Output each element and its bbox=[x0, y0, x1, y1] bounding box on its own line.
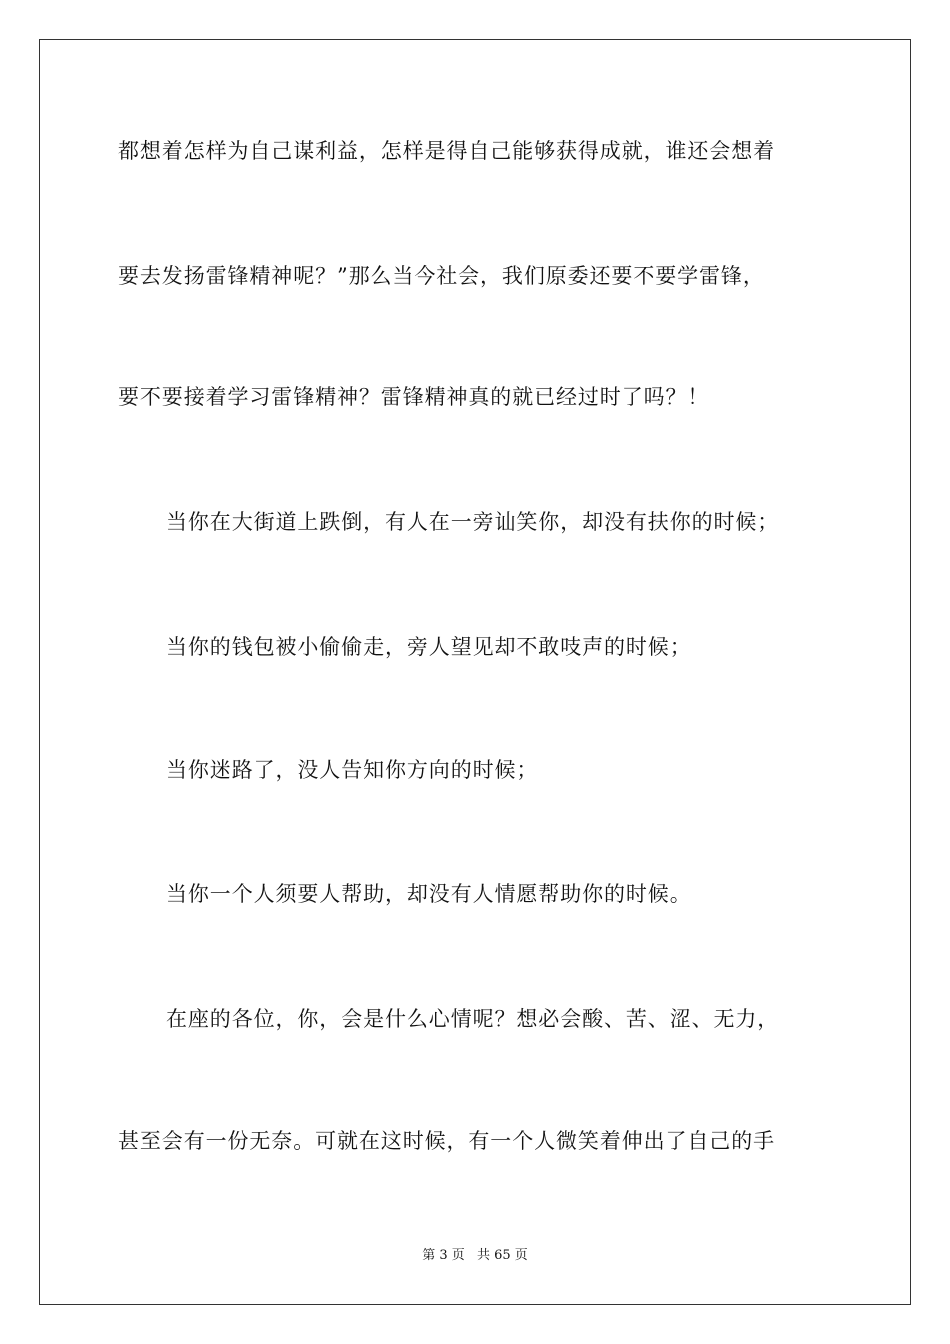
body-line-1: 都想着怎样为自己谋利益，怎样是得自己能够获得成就，谁还会想着 bbox=[118, 139, 775, 163]
body-line-6: 当你迷路了，没人告知你方向的时候； bbox=[166, 758, 539, 782]
body-line-9: 甚至会有一份无奈。可就在这时候，有一个人微笑着伸出了自己的手 bbox=[118, 1129, 775, 1153]
body-line-5: 当你的钱包被小偷偷走，旁人望见却不敢吱声的时候； bbox=[166, 635, 692, 659]
body-line-8: 在座的各位，你，会是什么心情呢？想必会酸、苦、涩、无力， bbox=[166, 1007, 780, 1031]
body-line-7: 当你一个人须要人帮助，却没有人情愿帮助你的时候。 bbox=[166, 882, 692, 906]
body-line-3: 要不要接着学习雷锋精神？雷锋精神真的就已经过时了吗？！ bbox=[118, 385, 710, 409]
page-border bbox=[39, 39, 911, 1305]
body-line-2: 要去发扬雷锋精神呢？”那么当今社会，我们原委还要不要学雷锋， bbox=[118, 264, 765, 288]
body-line-4: 当你在大街道上跌倒，有人在一旁讪笑你，却没有扶你的时候； bbox=[166, 510, 780, 534]
page-number: 第 3 页 bbox=[422, 1248, 465, 1263]
page-footer bbox=[0, 1247, 950, 1265]
page-total: 共 65 页 bbox=[476, 1248, 528, 1263]
